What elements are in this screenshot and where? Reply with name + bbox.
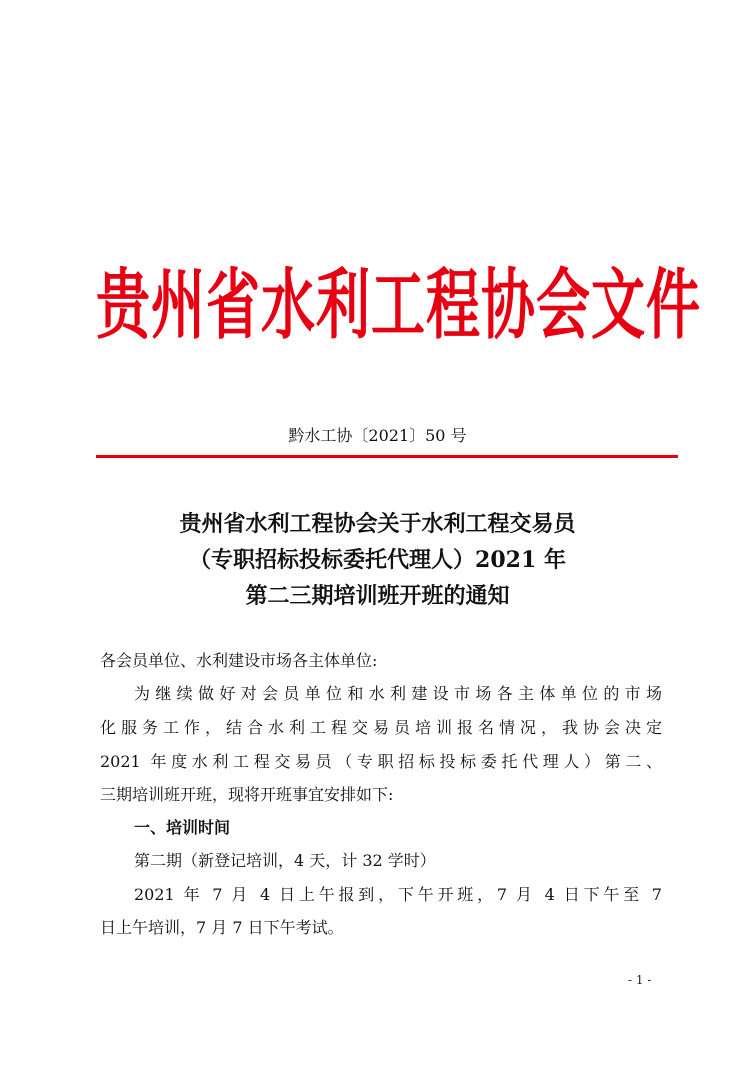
schedule-line-1: 2021 年 7 月 4 日上午报到，下午开班，7 月 4 日下午至 7 — [134, 885, 662, 904]
notice-title-line-3: 第二三期培训班开班的通知 — [245, 583, 510, 609]
section-heading-training-time: 一、培训时间 — [134, 818, 231, 837]
intro-line-4: 三期培训班开班，现将开班事宜安排如下: — [100, 785, 394, 804]
intro-line-2: 化服务工作，结合水利工程交易员培训报名情况，我协会决定 — [100, 718, 662, 737]
intro-line-3: 2021 年度水利工程交易员（专职招标投标委托代理人）第二、 — [100, 752, 662, 771]
schedule-line-2: 日上午培训，7 月 7 日下午考试。 — [100, 918, 344, 937]
session-description: 第二期（新登记培训，4 天，计 32 学时） — [134, 851, 436, 870]
red-divider-rule — [96, 455, 678, 458]
page-number: - 1 - — [628, 973, 652, 987]
salutation: 各会员单位、水利建设市场各主体单位: — [100, 651, 378, 670]
notice-title-line-2: （专职招标投标委托代理人）2021 年 — [189, 547, 566, 573]
intro-line-1: 为继续做好对会员单位和水利建设市场各主体单位的市场 — [134, 684, 662, 703]
document-number: 黔水工协〔2021〕50 号 — [288, 426, 467, 445]
masthead-title: 贵州省水利工程协会文件 — [96, 260, 701, 351]
notice-title-line-1: 贵州省水利工程协会关于水利工程交易员 — [179, 511, 576, 537]
